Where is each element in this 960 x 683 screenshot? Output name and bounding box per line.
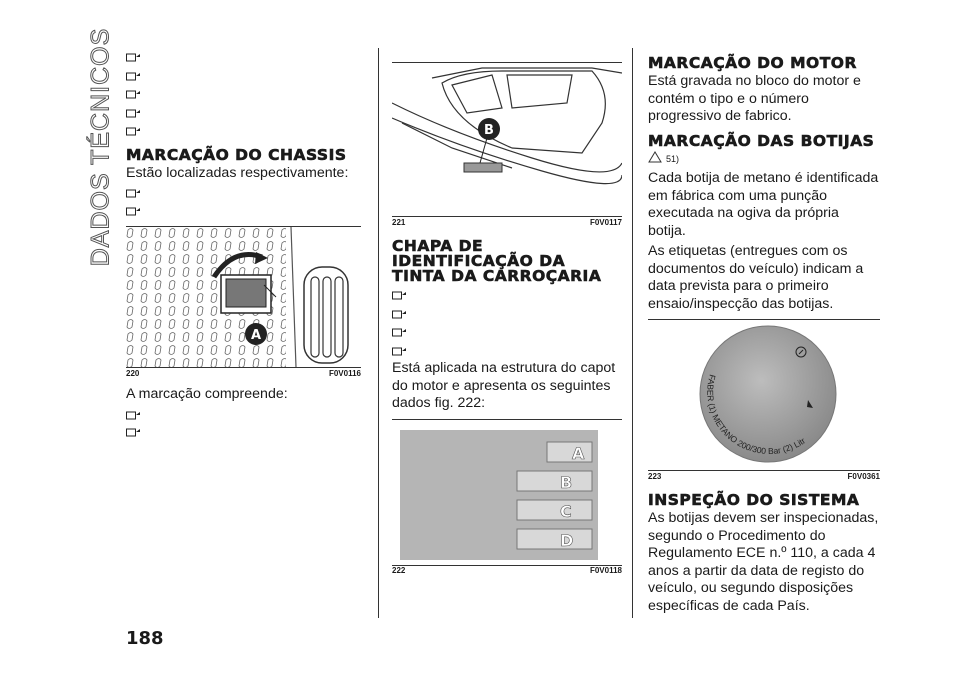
plate-field [517,529,592,549]
warning-icon [648,151,662,163]
figure-code: F0V0361 [847,471,880,481]
figure-221 [392,62,622,227]
paint-item [392,342,622,361]
spec-item [126,85,361,104]
column-divider-1 [378,48,379,618]
marking-item [126,424,361,442]
heading-system-inspection: INSPEÇÃO DO SISTEMA [648,491,860,509]
spec-item [126,104,361,123]
figure-number: 220 [126,368,140,378]
paint-plate-text: Está aplicada na estrutura do capot do motor e apresenta os seguintes dados fig. 222: [392,360,616,411]
note-reference [648,151,880,169]
callout-b: B [484,123,494,138]
heading-cylinder-marking: MARCAÇÃO DAS BOTIJAS [648,131,875,150]
bullet-icon [126,89,141,99]
figure-code: F0V0117 [589,217,622,227]
paint-item [392,305,622,324]
bullet-icon [126,206,141,216]
figure-223 [648,319,880,481]
bullet-icon [392,309,407,319]
bullet-icon [126,427,141,437]
spec-item [126,48,361,67]
bullet-icon [392,327,407,337]
cylinder-marking-text: Cada botija de metano é identificada em fábrica com uma punção executada na ogiva da própria botija. [648,170,879,239]
figure-number: 222 [392,566,406,575]
callout-a: A [250,328,262,343]
bullet-icon [126,108,141,118]
bullet-icon [126,126,141,136]
plate-field-label: A [572,443,585,463]
cylinder-label-text: As etiquetas (entregues com os documentos do veículo) indicam a data prevista para o primeiro ensaio/inspecção das botijas. [648,243,864,312]
figure-number: 223 [648,471,662,481]
engine-marking-text: Está gravada no bloco do motor e contém o tipo e o número progressivo de fabrico. [648,73,861,124]
bullet-icon [126,71,141,81]
paint-plate-illustration [392,420,622,565]
bullet-icon [392,346,407,356]
plate-field-label: B [560,472,573,492]
section-title: DADOS TÉCNICOS [86,27,115,266]
heading-engine-marking: MARCAÇÃO DO MOTOR [648,54,857,72]
system-inspection-text: As botijas devem ser inspecionadas, segundo o Procedimento do Regulamento ECE n.º 110, a cada 4 anos a partir da data de registo do veículo, ou segundo disposições específicas de cada País. [648,510,879,614]
figure-code: F0V0116 [328,368,361,378]
note-number: 51) [666,153,680,164]
figure-220 [126,226,361,378]
figure-code: F0V0118 [589,566,622,575]
column-divider-2 [632,48,633,618]
heading-paint-plate: CHAPA DE IDENTIFICAÇÃO DA TINTA DA CARROÇARIA [392,237,602,285]
plate-field [517,471,592,491]
spec-item [126,67,361,86]
floor-hatch-illustration [126,227,361,367]
cylinder-engraving: FABER (1) METANO 200/300 Bar (2) Litr [705,373,808,457]
figure-number: 221 [392,217,406,227]
cylinder-illustration [648,320,880,470]
windshield-illustration [392,63,622,216]
bullet-icon [392,290,407,300]
column-1 [126,48,361,442]
chassis-intro: Estão localizadas respectivamente: [126,164,349,181]
figure-222 [392,419,622,575]
marking-intro: A marcação compreende: [126,386,288,402]
location-item [126,185,361,203]
plate-field-label: D [560,530,574,550]
column-3 [648,48,880,618]
plate-field [517,500,592,520]
heading-chassis: MARCAÇÃO DO CHASSIS [126,145,347,164]
paint-item [392,286,622,305]
plate-field [547,442,592,462]
bullet-icon [126,52,141,62]
bullet-icon [126,410,141,420]
paint-item [392,323,622,342]
column-2 [392,48,622,574]
bullet-icon [126,188,141,198]
spec-item [126,122,361,141]
location-item [126,203,361,221]
plate-field-label: C [560,501,572,521]
marking-item [126,407,361,425]
section-side-tab [86,27,116,266]
page-number: 188 [126,628,164,649]
